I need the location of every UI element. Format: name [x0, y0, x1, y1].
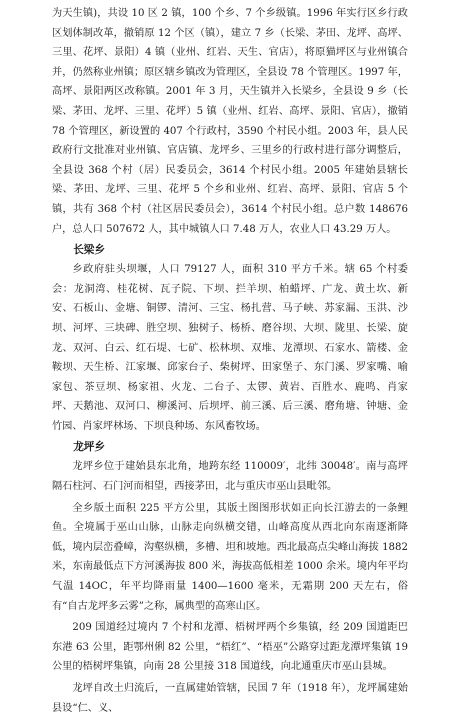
changliang-section: [52, 241, 408, 436]
body-paragraph: 全乡版土面积 225 平方公里，其版土图图形状如正向长江游去的一条鲤鱼。全境属于巫山山脉，山脉走向纵横交错，山峰高度从西北向东南逐渐降低，境内层峦叠嶂，沟壑纵横，多槽、坦和坡地。西北最高点尖峰山海拔 1882 米，东南最低点下方河溪海拔 800 米，海拔高低相差 1000 余米。境内年平均气温 14OC，年平均降雨量 1400—1600 毫米，无霜期 200 天左右，俗有“自古龙坪多云雾”之称，属典型的高寒山区。: [52, 502, 408, 612]
section-heading: 龙坪乡: [73, 441, 105, 454]
longping-section: [52, 438, 408, 718]
body-paragraph: 209 国道经过境内 7 个村和龙潭、梧树坪两个乡集镇，经 209 国道距巴东港 63 公里，距鄂州俐 82 公里，“梧红”、“梧巫”公路穿过距龙潭坪集镇 19 公里的梧树坪集镇，向南 28 公里接 318 国道线，向北通重庆市巫山县城。: [52, 622, 408, 673]
body-paragraph: 龙坪乡位于建始县东北角，地跨东经 110009′，北纬 30048′。南与高坪隔石柱河、石门河而相望，西接茅田，北与重庆市巫山县毗邻。: [52, 461, 408, 493]
intro-section: [52, 4, 408, 239]
body-paragraph: 为天生镇)，共设 10 区 2 镇，100 个乡、7 个乡级镇。1996 年实行区乡行政区划体制改革，撤销原 12 个区（镇），建立 7 乡（长梁、茅田、龙坪、高坪、三里、花坪、景阳）4 镇（业州、红岩、天生、官店），将原猫坪区与业州镇合并，仍然称业州镇；原区辖乡镇改为管理区，全县设 78 个管理区。1997 年，高坪、景阳两区改称镇。2001 年 3 月，天生镇并入长梁乡，全县设 9 乡（长梁、茅田、龙坪、三里、花坪）5 镇（业州、红岩、高坪、景阳、官店），撤销 78 个管理区，新设置的 407 个行政村，3590 个村民小组。2003 年，县人民政府行文批准对业州镇、官店镇、龙坪乡、三里乡的行政村进行部分调整后，全县设 368 个村（居）民委员会，3614 个村民小组。2005 年建始县辖长梁、茅田、龙坪、三里、花坪 5 个乡和业州、红岩、高坪、景阳、官店 5 个镇，共有 368 个村（社区居民委员会），3614 个村民小组。总户数 148676 户，总人口 507672 人，其中城镇人口 7.48 万人，农业人口 43.29 万人。: [52, 8, 408, 235]
body-paragraph: 乡政府驻头坝堰，人口 79127 人，面积 310 平方千米。辖 65 个村委会：龙洞湾、桂花树、瓦子院、下坝、拦羊坝、柏蜡坪、广龙、黄土坎、新安、石板山、金塘、铜锣、清河、三宝、杨扎营、马子峡、苏家漏、玉洪、沙坝、河坪、三块碑、胜空坝、独树子、杨桥、磨谷坝、大坝、陇里、长梁、旋龙、双河、白云、红石堤、七矿、松林坝、双堆、龙潭坝、石家水、箭楼、金鞍坝、天生桥、江家堰、邱家台子、柴树坪、田家堡子、东门溪、罗家嘴、喻家包、茶豆坝、杨家祖、火龙、二台子、太锣、黄岩、百胜水、鹿鸣、肖家坪、天鹅池、双河口、柳溪河、后坝坪、前三溪、后三溪、磨角塘、钟塘、金竹园、肖家坪林场、下坝良种场、东风畜牧场。: [52, 264, 408, 432]
section-heading: 长梁乡: [73, 244, 105, 257]
body-paragraph: 龙坪自改土归流后，一直属建始管辖，民国 7 年（1918 年），龙坪属建始县设“仁、义、: [52, 683, 408, 714]
